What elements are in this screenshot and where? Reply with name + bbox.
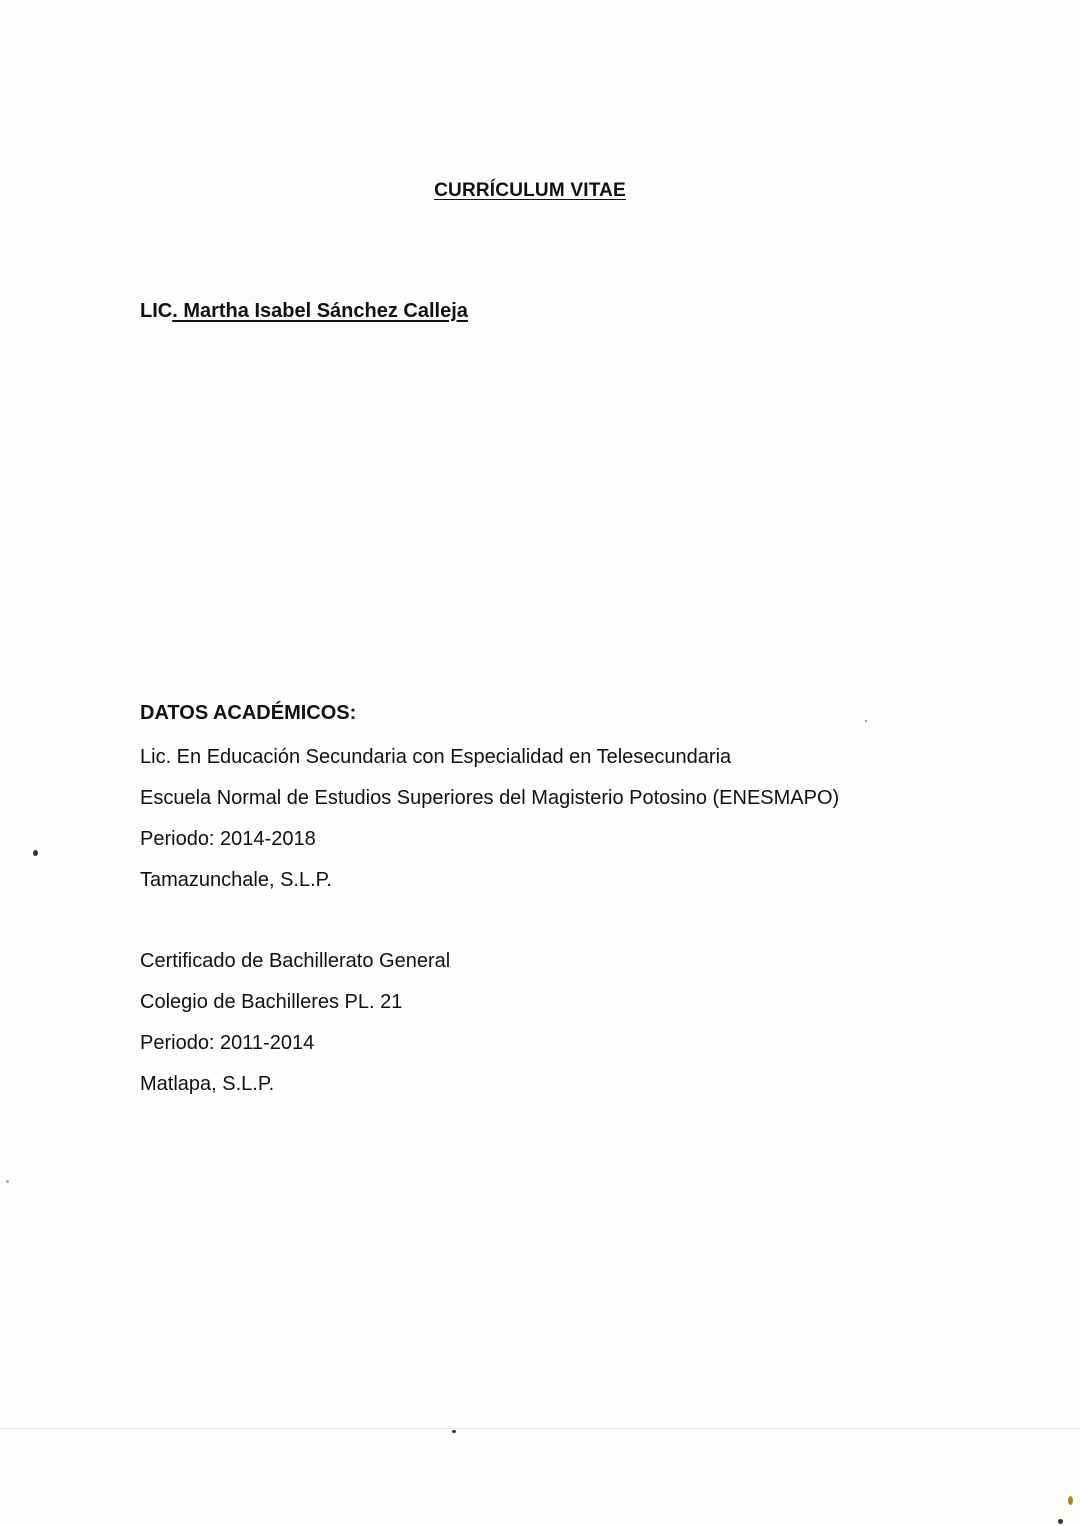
entry-degree: Certificado de Bachillerato General xyxy=(140,950,451,972)
scan-speck xyxy=(865,720,867,722)
entry-location: Matlapa, S.L.P. xyxy=(140,1073,275,1095)
entry-institution: Escuela Normal de Estudios Superiores del Magisterio Potosino (ENESMAPO) xyxy=(140,787,840,809)
scan-speck xyxy=(6,1180,9,1183)
academic-entry xyxy=(140,737,839,901)
academic-entry xyxy=(140,941,839,1105)
entry-period: Periodo: 2011-2014 xyxy=(140,1032,315,1054)
document-title-text: CURRÍCULUM VITAE xyxy=(434,180,626,201)
document-title xyxy=(0,180,1060,202)
academic-section xyxy=(140,697,839,1105)
entry-institution: Colegio de Bachilleres PL. 21 xyxy=(140,991,403,1013)
name-prefix: LIC xyxy=(140,300,173,322)
scan-speck xyxy=(452,1430,456,1433)
academic-heading: DATOS ACADÉMICOS: xyxy=(140,702,357,724)
scan-speck xyxy=(1058,1519,1063,1524)
person-name: . Martha Isabel Sánchez Calleja xyxy=(172,300,468,322)
scan-edge-line xyxy=(0,1428,1080,1429)
entry-location: Tamazunchale, S.L.P. xyxy=(140,869,332,891)
entry-period: Periodo: 2014-2018 xyxy=(140,828,316,850)
scan-speck xyxy=(33,850,38,856)
scan-speck xyxy=(1068,1496,1073,1505)
name-line xyxy=(140,300,468,323)
entry-degree: Lic. En Educación Secundaria con Especialidad en Telesecundaria xyxy=(140,746,732,768)
